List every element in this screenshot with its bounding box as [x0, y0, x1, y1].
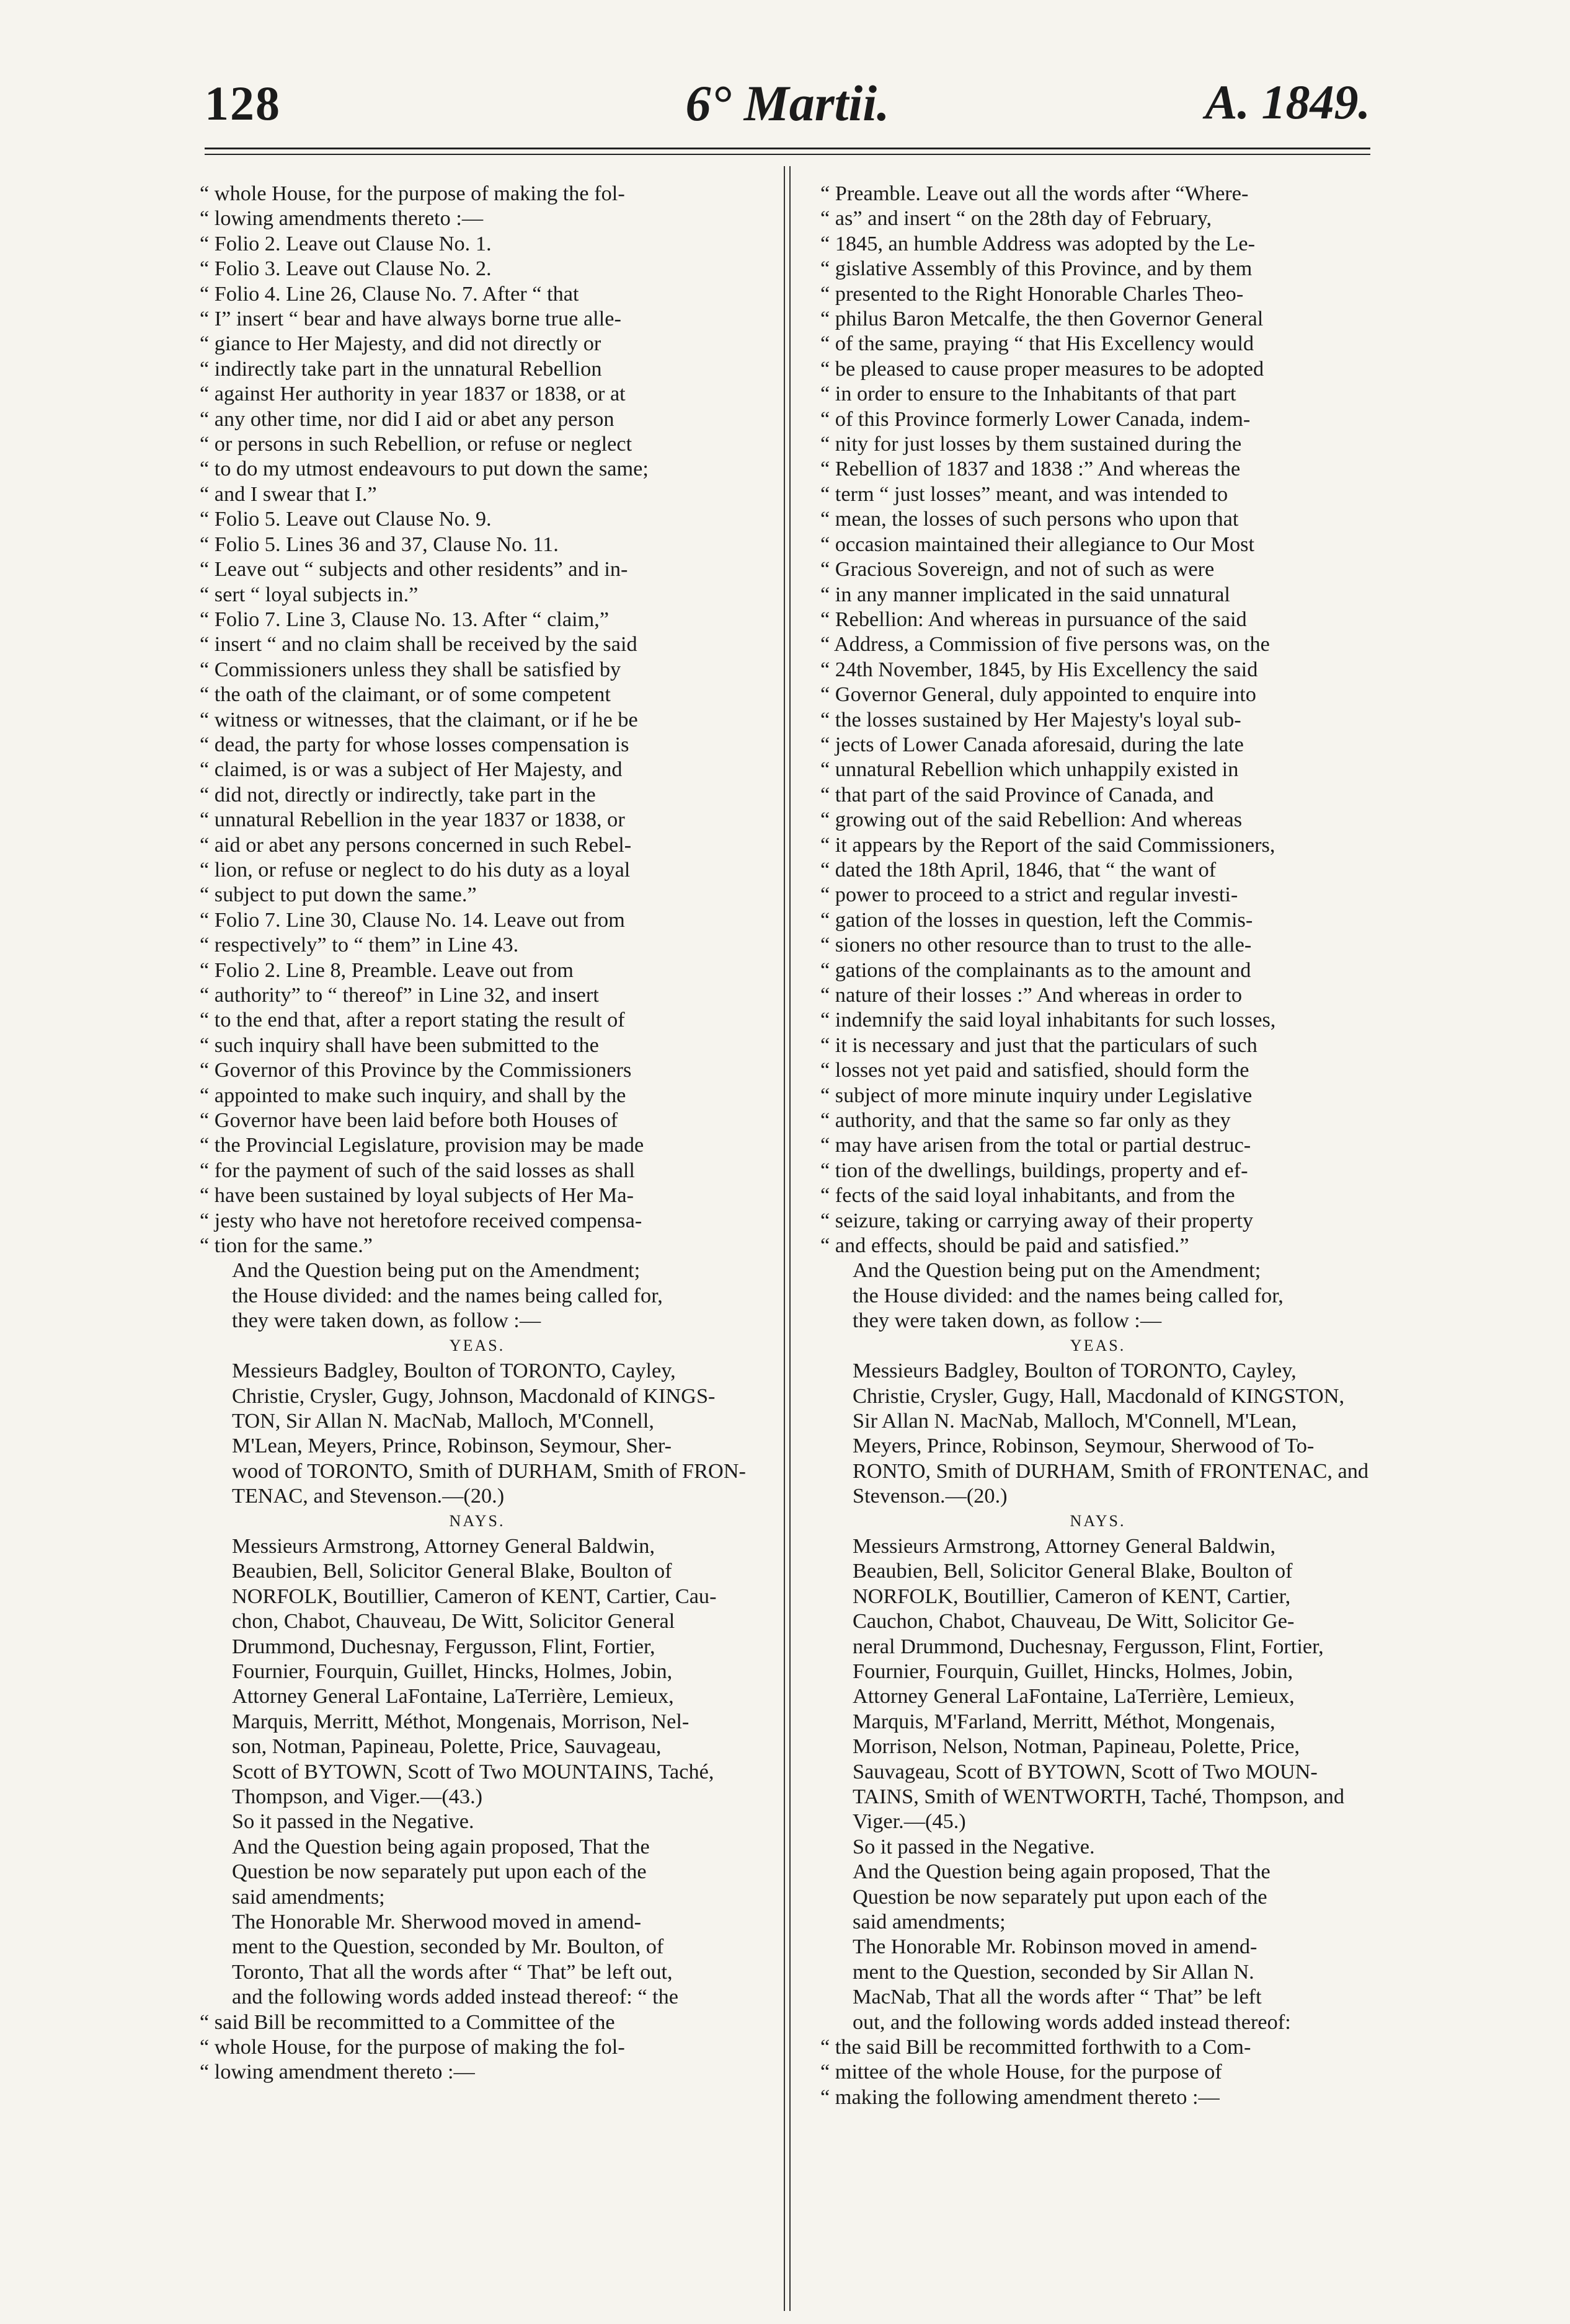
text-line: “ Folio 4. Line 26, Clause No. 7. After “ that [200, 281, 579, 306]
text-line: “ Governor General, duly appointed to enquire into [820, 683, 1256, 707]
text-line: chon, Chabot, Chauveau, De Witt, Solicitor General [232, 1609, 675, 1633]
text-line: Toronto, That all the words after “ That” be left out, [232, 1959, 673, 1984]
text-line: “ witness or witnesses, that the claimant, or if he be [200, 707, 638, 731]
text-line: “ Folio 5. Leave out Clause No. 9. [200, 507, 492, 531]
text-line: “ of the same, praying “ that His Excellency would [820, 332, 1254, 356]
text-line: NORFOLK, Boutillier, Cameron of KENT, Cartier, [853, 1584, 1291, 1608]
text-line: Beaubien, Bell, Solicitor General Blake, Boulton of [232, 1559, 672, 1583]
text-line: “ Folio 3. Leave out Clause No. 2. [200, 257, 492, 281]
text-line: “ occasion maintained their allegiance to Our Most [820, 532, 1254, 556]
text-line: “ said Bill be recommitted to a Committee of the [200, 2010, 615, 2034]
text-line: Messieurs Armstrong, Attorney General Baldwin, [853, 1534, 1276, 1558]
text-line: Messieurs Badgley, Boulton of TORONTO, Cayley, [232, 1359, 676, 1383]
text-line: So it passed in the Negative. [232, 1809, 474, 1834]
text-line: Marquis, M'Farland, Merritt, Méthot, Mongenais, [853, 1709, 1275, 1733]
text-line: “ the said Bill be recommitted forthwith to a Com- [820, 2035, 1251, 2059]
text-line: Question be now separately put upon each of the [232, 1860, 647, 1884]
text-line: NORFOLK, Boutillier, Cameron of KENT, Cartier, Cau- [232, 1584, 717, 1608]
column-divider-inner [789, 166, 791, 2311]
text-line: Messieurs Badgley, Boulton of TORONTO, Cayley, [853, 1359, 1297, 1383]
text-line: “ term “ just losses” meant, and was intended to [820, 482, 1228, 506]
text-line: they were taken down, as follow :— [232, 1309, 541, 1333]
text-line: “ tion of the dwellings, buildings, property and ef- [820, 1158, 1248, 1182]
text-line: “ unnatural Rebellion in the year 1837 or 1838, or [200, 808, 625, 832]
text-line: “ Folio 5. Lines 36 and 37, Clause No. 11. [200, 532, 559, 556]
text-line: Christie, Crysler, Gugy, Hall, Macdonald of KINGSTON, [853, 1384, 1345, 1408]
text-line: “ sert “ loyal subjects in.” [200, 582, 419, 606]
text-line: “ subject to put down the same.” [200, 883, 477, 907]
text-line: “ Folio 2. Line 8, Preamble. Leave out from [200, 958, 574, 982]
text-line: Messieurs Armstrong, Attorney General Baldwin, [232, 1534, 655, 1558]
text-line: Attorney General LaFontaine, LaTerrière, Lemieux, [232, 1684, 674, 1708]
text-line: “ may have arisen from the total or partial destruc- [820, 1133, 1251, 1157]
text-line: “ 1845, an humble Address was adopted by the Le- [820, 231, 1256, 255]
text-line: out, and the following words added instead thereof: [853, 2010, 1291, 2034]
text-line: “ in any manner implicated in the said unnatural [820, 582, 1230, 606]
page-number: 128 [205, 76, 281, 130]
vote-heading: YEAS. [1070, 1336, 1126, 1354]
text-line: “ insert “ and no claim shall be received by the said [200, 632, 637, 656]
text-line: “ gislative Assembly of this Province, and by them [820, 257, 1253, 281]
text-line: “ lowing amendment thereto :— [200, 2060, 475, 2084]
text-line: the House divided: and the names being called for, [853, 1283, 1284, 1307]
text-line: And the Question being put on the Amendment; [232, 1258, 641, 1283]
vote-heading: NAYS. [449, 1511, 505, 1530]
text-line: Fournier, Fourquin, Guillet, Hincks, Holmes, Jobin, [853, 1659, 1293, 1683]
text-line: “ unnatural Rebellion which unhappily existed in [820, 758, 1239, 782]
text-line: And the Question being put on the Amendment; [853, 1258, 1261, 1283]
text-line: “ or persons in such Rebellion, or refuse or neglect [200, 432, 632, 456]
text-line: “ against Her authority in year 1837 or 1838, or at [200, 382, 626, 406]
text-line: “ subject of more minute inquiry under Legislative [820, 1083, 1253, 1107]
column-divider [784, 166, 785, 2311]
text-line: “ jesty who have not heretofore received compensa- [200, 1208, 642, 1232]
text-line: “ presented to the Right Honorable Charles Theo- [820, 281, 1244, 306]
text-line: “ Folio 2. Leave out Clause No. 1. [200, 231, 492, 255]
text-line: “ it appears by the Report of the said Commissioners, [820, 833, 1275, 857]
text-line: “ power to proceed to a strict and regular investi- [820, 883, 1238, 907]
text-line: “ Preamble. Leave out all the words after “Where- [820, 182, 1249, 205]
text-line: “ and I swear that I.” [200, 482, 377, 506]
text-line: “ to do my utmost endeavours to put down the same; [200, 457, 649, 481]
text-line: “ jects of Lower Canada aforesaid, during the late [820, 732, 1244, 756]
year: A. 1849. [1205, 75, 1370, 129]
text-line: “ authority” to “ thereof” in Line 32, and insert [200, 983, 599, 1007]
text-line: “ mittee of the whole House, for the purpose of [820, 2060, 1222, 2084]
text-line: Beaubien, Bell, Solicitor General Blake, Boulton of [853, 1559, 1293, 1583]
vote-heading: NAYS. [1070, 1511, 1126, 1530]
text-line: TON, Sir Allan N. MacNab, Malloch, M'Connell, [232, 1408, 654, 1433]
text-line: wood of TORONTO, Smith of DURHAM, Smith of FRON- [232, 1459, 746, 1483]
text-line: “ did not, directly or indirectly, take part in the [200, 782, 596, 806]
text-line: “ whole House, for the purpose of making the fol- [200, 182, 625, 205]
right-column [820, 181, 1375, 2301]
text-line: “ fects of the said loyal inhabitants, and from the [820, 1183, 1235, 1208]
text-line: “ giance to Her Majesty, and did not directly or [200, 332, 601, 356]
text-line: “ aid or abet any persons concerned in such Rebel- [200, 833, 632, 857]
text-line: “ Governor have been laid before both Houses of [200, 1108, 618, 1133]
text-line: “ nature of their losses :” And whereas in order to [820, 983, 1243, 1007]
text-line: “ the losses sustained by Her Majesty's loyal sub- [820, 707, 1241, 731]
text-line: Meyers, Prince, Robinson, Seymour, Sherwood of To- [853, 1434, 1315, 1458]
text-line: “ Address, a Commission of five persons was, on the [820, 632, 1270, 656]
text-line: So it passed in the Negative. [853, 1834, 1095, 1858]
header-rule [205, 148, 1370, 149]
text-line: The Honorable Mr. Robinson moved in amend- [853, 1935, 1257, 1959]
text-line: M'Lean, Meyers, Prince, Robinson, Seymour, Sher- [232, 1434, 672, 1458]
text-line: “ Folio 7. Line 30, Clause No. 14. Leave out from [200, 908, 625, 932]
vote-heading: YEAS. [449, 1336, 505, 1354]
text-line: and the following words added instead thereof: “ the [232, 1985, 679, 2009]
text-line: And the Question being again proposed, That the [853, 1860, 1271, 1884]
text-line: “ gation of the losses in question, left the Commis- [820, 908, 1253, 932]
text-line: The Honorable Mr. Sherwood moved in amend- [232, 1910, 642, 1934]
text-line: “ authority, and that the same so far only as they [820, 1108, 1231, 1133]
text-line: “ the oath of the claimant, or of some competent [200, 683, 611, 707]
text-line: “ respectively” to “ them” in Line 43. [200, 933, 519, 957]
text-line: Morrison, Nelson, Notman, Papineau, Polette, Price, [853, 1734, 1300, 1759]
text-line: “ nity for just losses by them sustained during the [820, 432, 1242, 456]
text-line: “ whole House, for the purpose of making the fol- [200, 2035, 625, 2059]
text-line: “ such inquiry shall have been submitted to the [200, 1033, 599, 1057]
text-line: “ mean, the losses of such persons who upon that [820, 507, 1239, 531]
text-line: Sir Allan N. MacNab, Malloch, M'Connell, M'Lean, [853, 1408, 1297, 1433]
text-line: they were taken down, as follow :— [853, 1309, 1162, 1333]
text-line: “ Leave out “ subjects and other residents” and in- [200, 557, 628, 581]
text-line: RONTO, Smith of DURHAM, Smith of FRONTENAC, and [853, 1459, 1369, 1483]
text-line: Viger.—(45.) [853, 1809, 966, 1834]
text-line: “ gations of the complainants as to the amount and [820, 958, 1251, 982]
text-line: “ indemnify the said loyal inhabitants for such losses, [820, 1008, 1276, 1032]
text-line: Cauchon, Chabot, Chauveau, De Witt, Solicitor Ge- [853, 1609, 1295, 1633]
text-line: “ making the following amendment thereto :— [820, 2085, 1220, 2109]
text-line: MacNab, That all the words after “ That” be left [853, 1985, 1262, 2009]
text-line: “ Gracious Sovereign, and not of such as were [820, 557, 1215, 581]
text-line: Question be now separately put upon each of the [853, 1884, 1267, 1909]
text-line: ment to the Question, seconded by Mr. Boulton, of [232, 1935, 664, 1959]
text-line: “ that part of the said Province of Canada, and [820, 782, 1214, 806]
text-line: “ any other time, nor did I aid or abet any person [200, 407, 614, 431]
text-line: “ be pleased to cause proper measures to be adopted [820, 356, 1264, 381]
text-line: “ lowing amendments thereto :— [200, 206, 484, 231]
text-line: said amendments; [853, 1910, 1006, 1934]
text-line: “ growing out of the said Rebellion: And whereas [820, 808, 1243, 832]
text-line: the House divided: and the names being called for, [232, 1283, 663, 1307]
text-line: “ Rebellion of 1837 and 1838 :” And whereas the [820, 457, 1241, 481]
header-rule-thin [205, 154, 1370, 155]
text-line: ment to the Question, seconded by Sir Allan N. [853, 1959, 1254, 1984]
text-line: “ dated the 18th April, 1846, that “ the want of [820, 857, 1217, 881]
text-line: “ the Provincial Legislature, provision may be made [200, 1133, 644, 1157]
text-line: son, Notman, Papineau, Polette, Price, Sauvageau, [232, 1734, 662, 1759]
text-line: “ seizure, taking or carrying away of their property [820, 1208, 1254, 1232]
text-line: “ have been sustained by loyal subjects of Her Ma- [200, 1183, 634, 1208]
text-line: “ for the payment of such of the said losses as shall [200, 1158, 635, 1182]
text-line: said amendments; [232, 1884, 385, 1909]
text-line: “ Commissioners unless they shall be satisfied by [200, 657, 621, 681]
text-line: “ philus Baron Metcalfe, the then Governor General [820, 307, 1264, 331]
text-line: TAINS, Smith of WENTWORTH, Taché, Thompson, and [853, 1785, 1344, 1808]
text-line: “ Rebellion: And whereas in pursuance of the said [820, 607, 1247, 631]
text-line: “ in order to ensure to the Inhabitants of that part [820, 382, 1236, 406]
text-line: “ dead, the party for whose losses compensation is [200, 732, 629, 756]
text-line: “ Governor of this Province by the Commissioners [200, 1058, 632, 1082]
text-line: TENAC, and Stevenson.—(20.) [232, 1484, 505, 1508]
text-line: “ appointed to make such inquiry, and shall by the [200, 1083, 626, 1107]
text-line: “ to the end that, after a report stating the result of [200, 1008, 625, 1032]
text-line: And the Question being again proposed, That the [232, 1834, 650, 1858]
text-line: “ losses not yet paid and satisfied, should form the [820, 1058, 1249, 1082]
text-line: neral Drummond, Duchesnay, Fergusson, Flint, Fortier, [853, 1634, 1324, 1658]
text-line: Drummond, Duchesnay, Fergusson, Flint, Fortier, [232, 1634, 655, 1658]
text-line: “ of this Province formerly Lower Canada, indem- [820, 407, 1251, 431]
text-line: Thompson, and Viger.—(43.) [232, 1785, 483, 1808]
text-line: “ I” insert “ bear and have always borne true alle- [200, 307, 621, 331]
text-line: “ indirectly take part in the unnatural Rebellion [200, 356, 602, 381]
left-column [200, 181, 755, 2301]
text-line: Christie, Crysler, Gugy, Johnson, Macdonald of KINGS- [232, 1384, 716, 1408]
text-line: Marquis, Merritt, Méthot, Mongenais, Morrison, Nel- [232, 1709, 690, 1733]
text-line: “ lion, or refuse or neglect to do his duty as a loyal [200, 857, 631, 881]
text-line: “ 24th November, 1845, by His Excellency the said [820, 657, 1258, 681]
text-line: “ it is necessary and just that the particulars of such [820, 1033, 1257, 1057]
text-line: Sauvageau, Scott of BYTOWN, Scott of Two MOUN- [853, 1759, 1318, 1783]
text-line: Scott of BYTOWN, Scott of Two MOUNTAINS, Taché, [232, 1759, 714, 1783]
running-header [205, 57, 1370, 131]
text-line: “ Folio 7. Line 3, Clause No. 13. After “ claim,” [200, 607, 610, 631]
text-line: “ tion for the same.” [200, 1234, 373, 1258]
text-line: “ as” and insert “ on the 28th day of February, [820, 206, 1212, 231]
text-line: “ and effects, should be paid and satisfied.” [820, 1234, 1189, 1258]
session-date: 6° Martii. [685, 75, 890, 131]
text-line: “ claimed, is or was a subject of Her Majesty, and [200, 758, 623, 782]
text-line: Stevenson.—(20.) [853, 1484, 1008, 1508]
text-line: Attorney General LaFontaine, LaTerrière, Lemieux, [853, 1684, 1295, 1708]
text-line: Fournier, Fourquin, Guillet, Hincks, Holmes, Jobin, [232, 1659, 673, 1683]
text-line: “ sioners no other resource than to trust to the alle- [820, 933, 1252, 957]
